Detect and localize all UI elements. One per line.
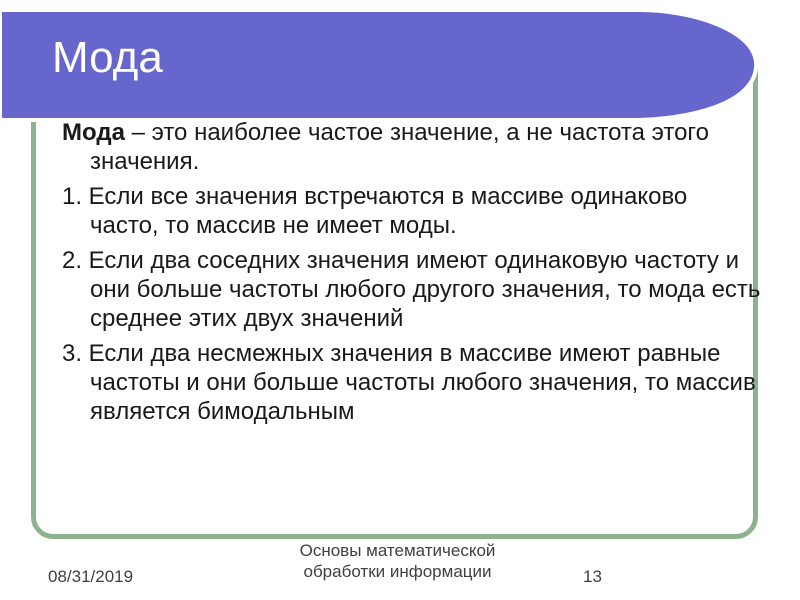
slide-title: Мода [52,33,163,82]
footer-date: 08/31/2019 [48,567,134,586]
rule-3: 3. Если два несмежных значения в массиве имеют равные частоты и они больше частоты любого значения, то массив является бимодальным [62,340,756,425]
rule-1: 1. Если все значения встречаются в массиве одинаково часто, то массив не имеет моды. [62,183,688,239]
page-number: 13 [583,567,602,586]
definition-paragraph [62,118,762,176]
slide-content [62,118,762,432]
footer-title-line-2: обработки информации [303,562,492,581]
definition-term: Мода [62,119,125,146]
rule-2: 2. Если два соседних значения имеют одинаковую частоту и они больше частоты любого другого значения, то мода есть среднее этих двух значений [62,247,761,332]
footer-title-line-1: Основы математической [299,541,496,560]
definition-text: – это наиболее частое значение, а не частота этого значения. [90,119,709,175]
footer-title [260,540,535,582]
